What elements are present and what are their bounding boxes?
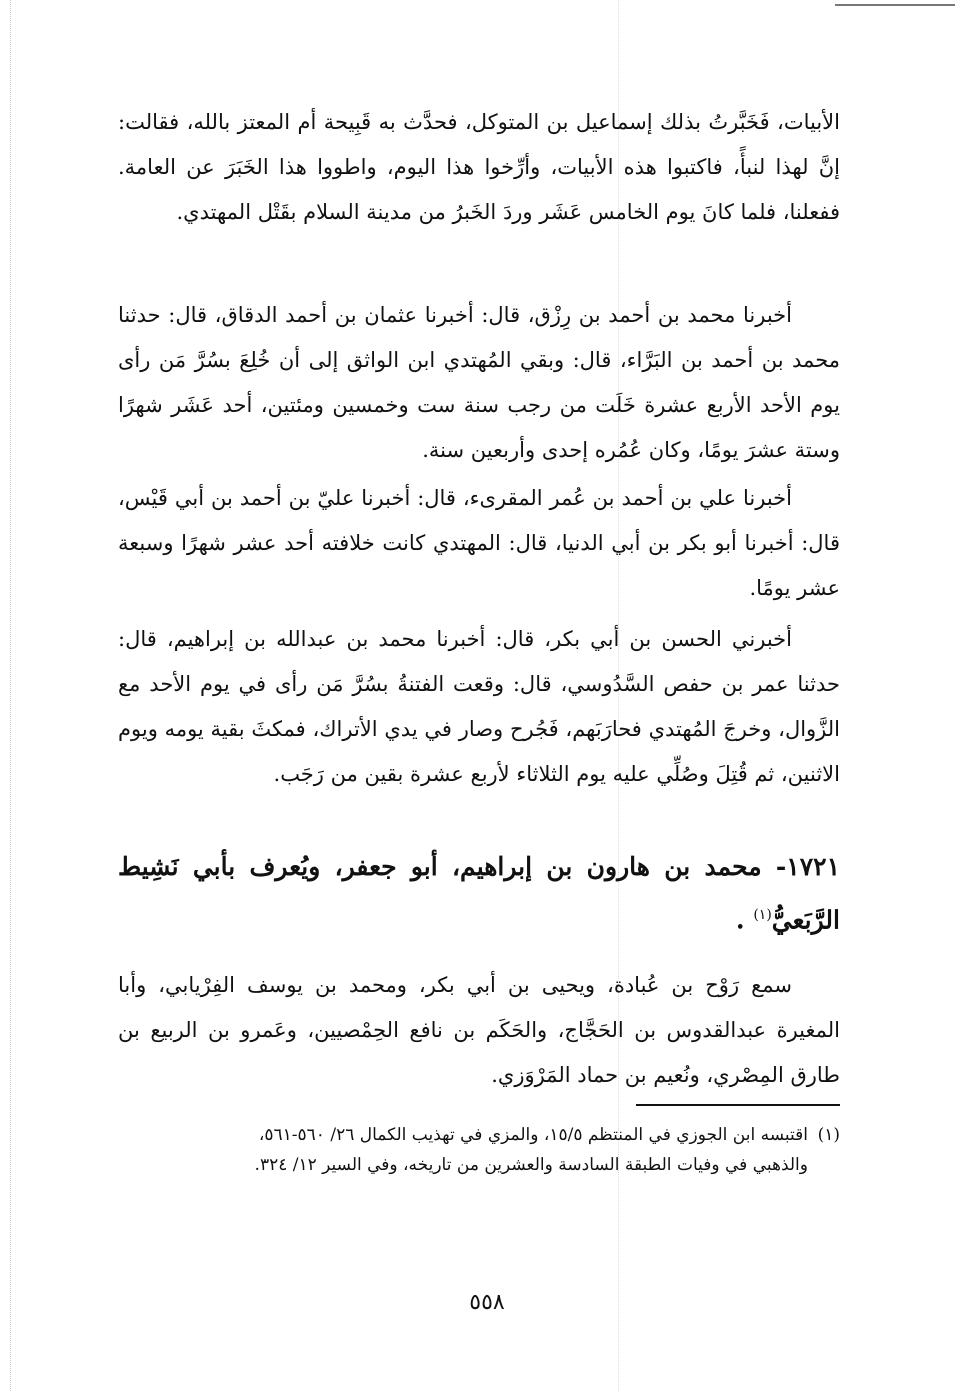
paragraph-text: سمع رَوْح بن عُبادة، ويحيى بن أبي بكر، ومحمد بن يوسف الفِرْيابي، وأبا المغيرة عبدالقدوس بن الحَجَّاج، والحَكَم بن نافع الحِمْصيين، وعَمرو بن الربيع بن طارق المِصْري، ونُعيم بن حماد المَرْوَزي. [118, 973, 840, 1087]
entry-paragraph [118, 963, 840, 1098]
paragraph-text: أخبرنا علي بن أحمد بن عُمر المقرىء، قال: أخبرنا عليّ بن أحمد بن أبي قَيْس، قال: أخبرنا أبو بكر بن أبي الدنيا، قال: المهتدي كانت خلافته أحد عشر شهرًا وسبعة عشر يومًا. [118, 486, 840, 600]
entry-heading-period: . [735, 905, 745, 935]
paragraph-continuation [118, 100, 840, 235]
footnote-marker: (١) [817, 1125, 840, 1145]
entry-heading-text: ١٧٢١- محمد بن هارون بن إبراهيم، أبو جعفر، ويُعرف بأبي نَشِيط الرَّبَعيُّ [118, 852, 840, 935]
scan-edge-mark [835, 4, 955, 6]
paragraph-narration-2 [118, 476, 840, 611]
footnote-line [118, 1150, 840, 1180]
paragraph-text: الأبيات، فَخَبَّرتُ بذلك إسماعيل بن المتوكل، فحدَّث به قَبِيحة أم المعتز بالله، فقالت: إنَّ لهذا لنبأً، فاكتبوا هذه الأبيات، وأرِّخوا هذا اليوم، واطووا هذا الخَبَرَ عن العامة. ففعلنا، فلما كانَ يوم الخامس عَشَر وردَ الخَبرُ من مدينة السلام بقَتْل المهتدي. [118, 110, 840, 224]
footnote-line [118, 1120, 840, 1150]
footnote-text: والذهبي في وفيات الطبقة السادسة والعشرين من تاريخه، وفي السير ١٢/ ٣٢٤. [254, 1155, 808, 1175]
footnote-reference: (١) [753, 907, 772, 923]
page-number: ٥٥٨ [469, 1290, 505, 1315]
footnotes [118, 1120, 840, 1180]
paragraph-text: أخبرنا محمد بن أحمد بن رِزْق، قال: أخبرنا عثمان بن أحمد الدقاق، قال: حدثنا محمد بن أحمد بن البَرَّاء، قال: وبقي المُهتدي ابن الواثق إلى أن خُلِعَ بسُرَّ مَن رأى يوم الأحد الأربع عشرة خَلَت من رجب سنة ست وخمسين ومئتين، أحد عَشَر شهرًا وستة عشرَ يومًا، وكان عُمُره إحدى وأربعين سنة. [118, 303, 840, 462]
footnote-text: اقتبسه ابن الجوزي في المنتظم ١٥/٥، والمزي في تهذيب الكمال ٢٦/ ٥٦٠-٥٦١، [258, 1125, 808, 1145]
paragraph-text: أخبرني الحسن بن أبي بكر، قال: أخبرنا محمد بن عبدالله بن إبراهيم، قال: حدثنا عمر بن حفص السَّدُوسي، قال: وقعت الفتنةُ بسُرَّ مَن رأى في يوم الأحد مع الزَّوال، وخرجَ المُهتدي فحارَبَهم، فَجُرح وصار في يدي الأتراك، فمكثَ بقية يومه ويوم الاثنين، ثم قُتِلَ وصُلِّي عليه يوم الثلاثاء لأربع عشرة بقين من رَجَب. [118, 627, 840, 786]
entry-heading [118, 843, 840, 944]
scan-left-edge [10, 0, 12, 1391]
footnote-divider [636, 1104, 840, 1106]
paragraph-narration-1 [118, 293, 840, 473]
paragraph-narration-3 [118, 617, 840, 797]
